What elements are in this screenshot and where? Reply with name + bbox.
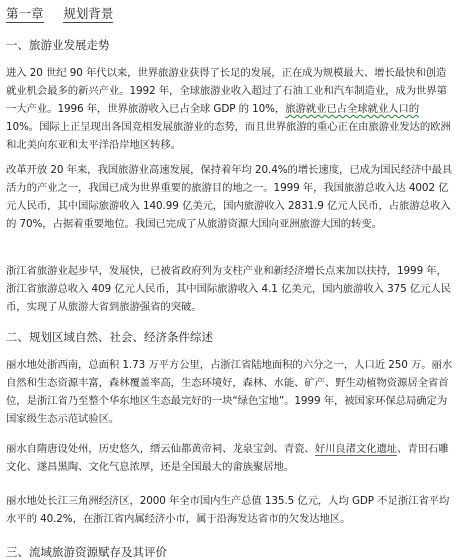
section-heading-2: 二、规划区域自然、社会、经济条件综述 — [6, 330, 213, 344]
highlighted-phrase: 旅游就业已占全球就业人口的 — [285, 103, 419, 115]
chapter-number: 第一章 — [6, 6, 44, 21]
section-heading-1: 一、旅游业发展走势 — [6, 38, 110, 52]
paragraph-lishui-geography: 丽水地处浙西南，总面积 1.73 万平方公里，占浙江省陆地面积的六分之一，人口近 250 万。丽水自然和生态资源丰富，森林覆盖率高，生态环境好，森林、水能、矿产、野生动植物资源居全省首位，是浙江省乃至整个华东地区生态最完好的一块“绿色宝地”。1999 年，被国家环保总局确定为国家级生态示范试验区。 — [6, 359, 453, 425]
paragraph-zhejiang-tourism: 浙江省旅游业起步早，发展快，已被省政府列为支柱产业和新经济增长点来加以扶持，1999 年，浙江省旅游总收入 409 亿元人民币，其中国际旅游收入 4.1 亿美元，国内旅游收入 375 亿元人民币，实现了从旅游大省到旅游强省的突破。 — [6, 265, 451, 313]
chapter-heading — [6, 4, 113, 22]
underlined-phrase: 好川良渚文化遗址 — [314, 443, 398, 455]
paragraph-lishui-economy: 丽水地处长江三角洲经济区，2000 年全市国内生产总值 135.5 亿元，人均 GDP 不足浙江省平均水平的 40.2%，在浙江省内属经济小市，属于沿海发达省市的欠发达地区。 — [6, 495, 450, 525]
paragraph-world-tourism: 进入 20 世纪 90 年代以来，世界旅游业获得了长足的发展，正在成为规模最大、增长最快和创造就业机会最多的新兴产业。1992 年，全球旅游业收入超过了石油工业和汽车制造业，成为世界第一大产业。1996 年，世界旅游收入已占全球 GDP 的 10%，旅游就业已占全球就业人口的 10%。国际上正呈现出各国竞相发展旅游业的态势，而且世界旅游的重心正在由旅游业发达的欧洲和北美向东亚和太平洋沿岸地区转移。 — [6, 67, 451, 151]
paragraph-china-tourism: 改革开放 20 年来，我国旅游业高速发展，保持着年均 20.4%的增长速度，已成为国民经济中最具活力的产业之一，我国已成为世界重要的旅游目的地之一。1999 年，我国旅游总收入达 4002 亿元人民币，其中国际旅游收入 140.99 亿美元，国内旅游收入 2831.9 亿元人民币，占旅游总收入的 70%，占据着重要地位。我国已完成了从旅游资源大国向亚洲旅游大国的转变。 — [6, 164, 453, 230]
paragraph-lishui-history: 丽水自隋唐设处州，历史悠久，缙云仙都黄帝祠、龙泉宝剑、青瓷、好川良渚文化遗址、青田石雕文化、遂昌黑陶、文化气息浓厚，还是全国最大的畲族聚居地。 — [6, 443, 449, 473]
chapter-title: 规划背景 — [63, 6, 114, 21]
section-heading-3: 三、流域旅游资源赋存及其评价 — [6, 545, 167, 559]
